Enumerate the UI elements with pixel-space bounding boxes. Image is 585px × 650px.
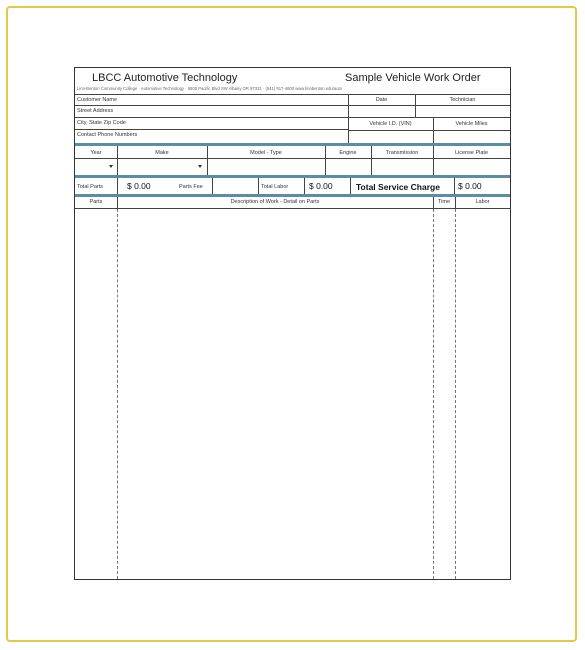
year-label: Year <box>90 150 102 156</box>
col-divider <box>117 197 118 209</box>
make-dropdown-icon[interactable] <box>198 165 202 168</box>
vehicle-miles-field[interactable]: Vehicle Miles <box>455 121 488 127</box>
section-band <box>75 175 510 178</box>
section-band <box>75 143 510 146</box>
col-divider <box>433 146 434 176</box>
col-divider <box>207 146 208 176</box>
total-parts-label: Total Parts <box>77 184 103 190</box>
row-divider <box>75 117 510 118</box>
form-title: Sample Vehicle Work Order <box>345 72 481 84</box>
col-divider <box>212 178 213 195</box>
total-labor-value[interactable]: $ 0.00 <box>309 181 333 191</box>
col-divider <box>258 178 259 195</box>
col-divider <box>117 146 118 176</box>
labor-entry-area[interactable] <box>456 209 510 579</box>
phone-numbers-field[interactable]: Contact Phone Numbers <box>77 132 138 138</box>
technician-field[interactable]: Technician <box>449 97 476 103</box>
make-label: Make <box>155 150 169 156</box>
total-service-charge-label: Total Service Charge <box>356 182 440 192</box>
parts-column-header: Parts <box>89 199 103 205</box>
model-type-label: Model - Type <box>250 150 282 156</box>
engine-label: Engine <box>339 150 357 156</box>
col-divider <box>117 178 118 195</box>
transmission-label: Transmission <box>385 150 419 156</box>
row-divider <box>75 105 510 106</box>
total-labor-label: Total Labor <box>261 184 289 190</box>
header-divider <box>75 94 510 95</box>
total-service-charge-value[interactable]: $ 0.00 <box>458 181 482 191</box>
vin-field[interactable]: Vehicle I.D. (VIN) <box>369 121 412 127</box>
street-address-field[interactable]: Street Address <box>77 108 114 114</box>
customer-name-field[interactable]: Customer Name <box>77 97 118 103</box>
description-entry-area[interactable] <box>118 209 433 579</box>
date-field[interactable]: Date <box>375 97 388 103</box>
col-divider <box>433 197 434 209</box>
time-column-header: Time <box>437 199 451 205</box>
school-address: Linn-Benton Community College · Automotive Technology · 6500 Pacific Blvd SW Albany OR 97321 · (541) 917-4600 www.linnbenton.edu/auto <box>77 86 343 91</box>
labor-column-header: Labor <box>475 199 490 205</box>
col-divider <box>350 178 351 195</box>
school-name: LBCC Automotive Technology <box>92 72 238 84</box>
year-dropdown-icon[interactable] <box>109 165 113 168</box>
col-divider <box>455 197 456 209</box>
city-state-zip-field[interactable]: City, State Zip Code <box>77 120 126 126</box>
row-divider <box>75 158 510 159</box>
section-band <box>75 194 510 197</box>
total-parts-value[interactable]: $ 0.00 <box>127 181 151 191</box>
work-order-form <box>74 67 511 580</box>
col-divider <box>325 146 326 176</box>
parts-entry-area[interactable] <box>75 209 117 579</box>
description-column-header: Description of Work - Detail on Parts <box>230 199 320 205</box>
license-plate-label: License Plate <box>454 150 489 156</box>
parts-fee-label: Parts Fee <box>179 184 203 190</box>
col-divider <box>371 146 372 176</box>
row-divider <box>348 130 510 131</box>
col-divider <box>304 178 305 195</box>
row-divider <box>75 129 348 130</box>
col-divider <box>454 178 455 195</box>
time-entry-area[interactable] <box>434 209 455 579</box>
